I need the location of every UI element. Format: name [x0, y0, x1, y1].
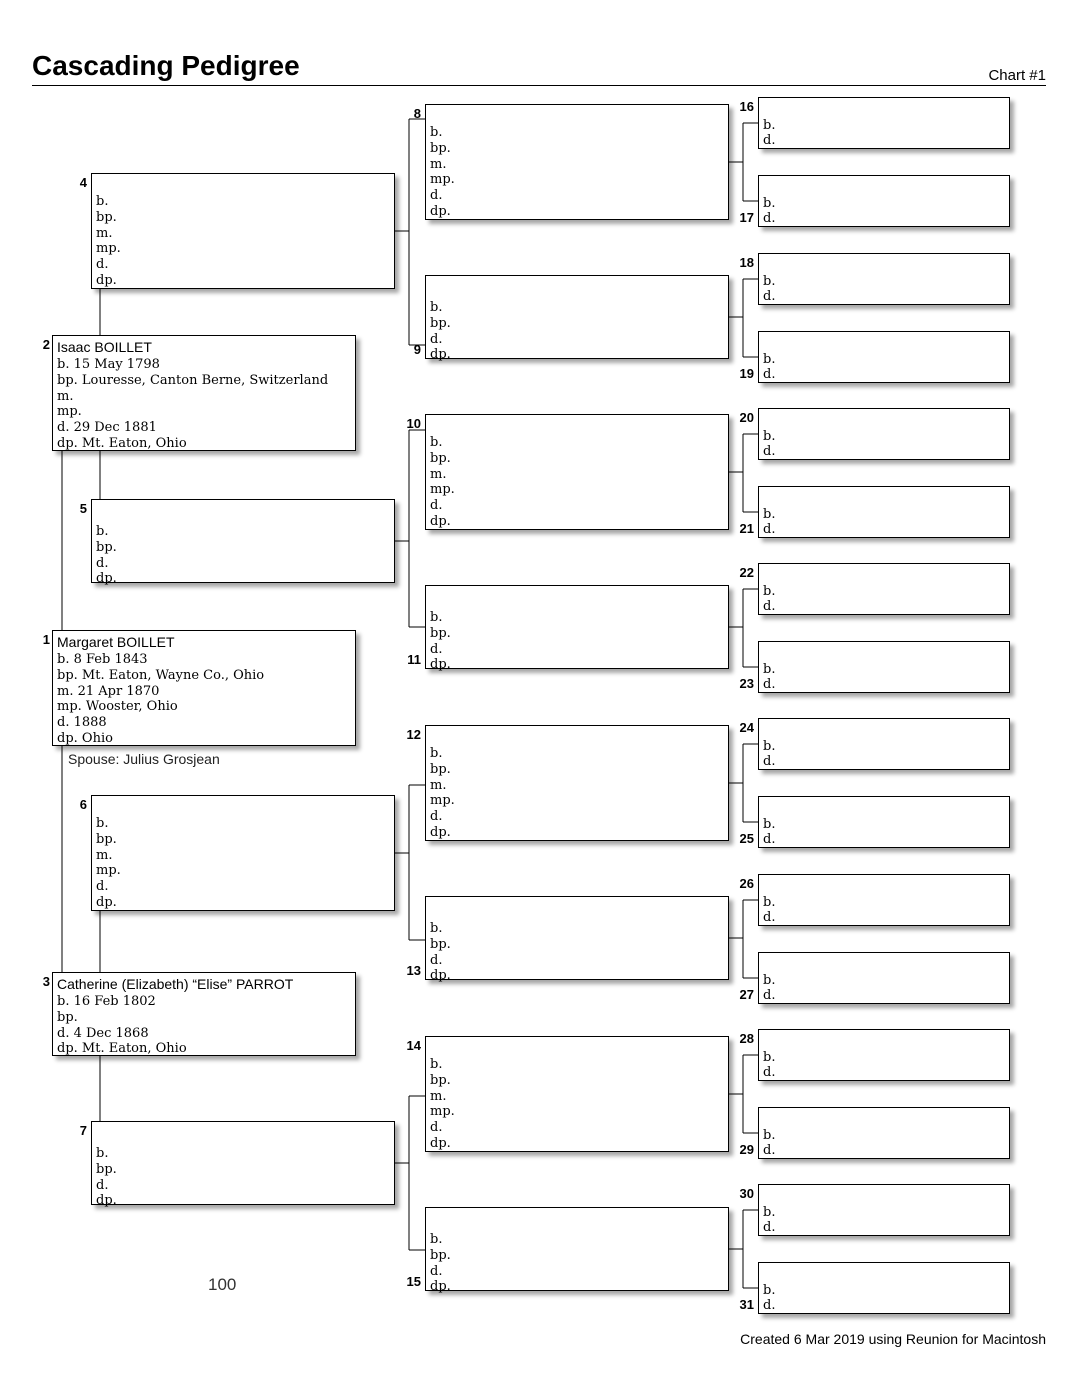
person-detail-line: b. [763, 507, 776, 522]
person-detail-line: b. [430, 610, 443, 625]
person-detail-line: d. [763, 910, 776, 925]
spouse-line: Spouse: Julius Grosjean [68, 751, 220, 767]
person-number-4: 4 [79, 175, 87, 190]
person-detail-line: b. [763, 429, 776, 444]
person-detail-line: mp. [430, 1104, 455, 1120]
person-detail-line: d. [430, 809, 443, 825]
person-box-6 [91, 795, 395, 911]
person-detail-line: d. [763, 444, 776, 459]
person-detail-line: bp. [96, 209, 117, 225]
person-number-9: 9 [413, 342, 421, 357]
person-box-17 [758, 175, 1010, 227]
person-number-7: 7 [79, 1123, 87, 1138]
person-detail-line: b. [763, 274, 776, 289]
person-detail-line: dp. [430, 657, 451, 673]
person-box-31 [758, 1262, 1010, 1314]
person-detail-line: b. [763, 352, 776, 367]
person-number-13: 13 [406, 963, 421, 978]
person-number-8: 8 [413, 106, 421, 121]
person-detail-line: bp. [96, 1161, 117, 1177]
person-detail-line: b. [96, 194, 109, 209]
person-box-3 [52, 972, 356, 1056]
person-detail-line: d. [430, 188, 443, 204]
person-box-20 [758, 408, 1010, 460]
person-number-3: 3 [42, 974, 50, 989]
person-box-22 [758, 563, 1010, 615]
person-detail-line: bp. [430, 315, 451, 331]
person-detail-line: mp. [430, 793, 455, 809]
person-box-10 [425, 414, 729, 530]
person-detail-line: mp. [96, 241, 121, 257]
person-detail-line: b. [430, 921, 443, 936]
person-detail-line: d. 1888 [57, 715, 107, 731]
person-detail-line: b. 16 Feb 1802 [57, 994, 156, 1009]
person-detail-line: b. [763, 196, 776, 211]
person-detail-line: bp. Mt. Eaton, Wayne Co., Ohio [57, 667, 265, 683]
person-detail-line: b. [96, 816, 109, 831]
person-number-29: 29 [739, 1142, 754, 1157]
person-detail-line: d. [763, 1143, 776, 1158]
person-detail-line: dp. [430, 1135, 451, 1151]
person-detail-line: b. [430, 125, 443, 140]
person-detail-line: d. [430, 1263, 443, 1279]
person-box-5 [91, 499, 395, 587]
person-detail-line: m. [57, 388, 74, 404]
person-box-9 [425, 275, 729, 363]
person-detail-line: b. [430, 1057, 443, 1072]
person-detail-line: mp. Wooster, Ohio [57, 699, 178, 715]
person-box-15 [425, 1207, 729, 1295]
person-detail-line: d. [763, 677, 776, 692]
person-detail-line: dp. [430, 203, 451, 219]
person-detail-line: d. [763, 599, 776, 614]
person-detail-line: b. [430, 746, 443, 761]
person-detail-line: m. [430, 466, 447, 482]
person-name: Margaret BOILLET [57, 634, 175, 650]
person-number-15: 15 [406, 1274, 421, 1289]
person-detail-line: bp. [430, 140, 451, 156]
person-box-8 [425, 104, 729, 220]
person-number-22: 22 [739, 565, 754, 580]
person-name: Catherine (Elizabeth) “Elise” PARROT [57, 976, 294, 992]
person-number-26: 26 [739, 876, 754, 891]
person-detail-line: b. [763, 895, 776, 910]
person-box-16 [758, 97, 1010, 149]
person-detail-line: b. [763, 118, 776, 133]
person-number-28: 28 [739, 1031, 754, 1046]
person-detail-line: m. [430, 1088, 447, 1104]
person-box-4 [91, 173, 395, 289]
person-detail-line: d. [96, 1177, 109, 1193]
person-detail-line: mp. [430, 482, 455, 498]
person-detail-line: d. [763, 988, 776, 1003]
person-detail-line: b. [763, 1128, 776, 1143]
person-detail-line: bp. [96, 831, 117, 847]
person-detail-line: b. [763, 1205, 776, 1220]
person-box-14 [425, 1036, 729, 1152]
person-detail-line: d. [430, 1120, 443, 1136]
person-detail-line: bp. [430, 625, 451, 641]
person-box-26 [758, 874, 1010, 926]
person-box-19 [758, 331, 1010, 383]
person-detail-line: bp. [430, 936, 451, 952]
person-number-11: 11 [407, 652, 421, 667]
person-detail-line: d. [763, 211, 776, 226]
person-detail-line: dp. [96, 272, 117, 288]
person-detail-line: b. [430, 435, 443, 450]
person-box-21 [758, 486, 1010, 538]
person-box-28 [758, 1029, 1010, 1081]
person-detail-line: bp. [430, 1247, 451, 1263]
person-detail-line: b. 15 May 1798 [57, 357, 160, 372]
person-detail-line: d. [96, 555, 109, 571]
person-detail-line: m. [430, 156, 447, 172]
person-detail-line: d. [763, 1065, 776, 1080]
person-detail-line: d. [430, 641, 443, 657]
person-detail-line: dp. Mt. Eaton, Ohio [57, 1041, 187, 1057]
person-number-19: 19 [739, 366, 754, 381]
person-number-24: 24 [739, 720, 754, 735]
person-detail-line: m. [96, 225, 113, 241]
person-detail-line: dp. [430, 347, 451, 363]
person-detail-line: dp. [430, 513, 451, 529]
person-detail-line: b. [763, 1050, 776, 1065]
person-detail-line: b. [430, 300, 443, 315]
person-detail-line: d. [430, 952, 443, 968]
person-detail-line: mp. [430, 172, 455, 188]
person-box-7 [91, 1121, 395, 1209]
person-number-12: 12 [406, 727, 421, 742]
person-number-5: 5 [79, 501, 87, 516]
person-detail-line: mp. [96, 863, 121, 879]
person-detail-line: dp. [96, 1193, 117, 1209]
person-detail-line: d. [763, 522, 776, 537]
person-box-18 [758, 253, 1010, 305]
person-detail-line: d. 4 Dec 1868 [57, 1025, 149, 1041]
person-detail-line: b. [763, 662, 776, 677]
person-box-24 [758, 718, 1010, 770]
person-detail-line: d. [763, 133, 776, 148]
person-number-25: 25 [739, 831, 754, 846]
person-box-30 [758, 1184, 1010, 1236]
person-number-2: 2 [42, 337, 50, 352]
person-detail-line: bp. [430, 450, 451, 466]
person-detail-line: bp. [96, 539, 117, 555]
person-number-1: 1 [42, 632, 50, 647]
person-detail-line: d. [763, 832, 776, 847]
person-detail-line: b. [763, 817, 776, 832]
person-detail-line: m. [96, 847, 113, 863]
person-detail-line: d. [96, 257, 109, 273]
person-detail-line: b. [96, 1146, 109, 1161]
person-detail-line: dp. [430, 1279, 451, 1295]
person-detail-line: m. [430, 777, 447, 793]
person-detail-line: bp. Louresse, Canton Berne, Switzerland [57, 372, 329, 388]
person-number-17: 17 [739, 210, 754, 225]
person-number-20: 20 [739, 410, 754, 425]
chart-number: Chart #1 [988, 67, 1046, 84]
person-number-6: 6 [79, 797, 87, 812]
person-number-31: 31 [739, 1297, 754, 1312]
person-detail-line: mp. [57, 404, 82, 420]
person-detail-line: bp. [57, 1009, 78, 1025]
person-detail-line: b. [96, 524, 109, 539]
person-detail-line: m. 21 Apr 1870 [57, 683, 160, 699]
person-detail-line: d. [763, 367, 776, 382]
person-detail-line: d. [763, 1298, 776, 1313]
person-detail-line: dp. [96, 894, 117, 910]
person-number-30: 30 [739, 1186, 754, 1201]
person-number-16: 16 [739, 99, 754, 114]
person-detail-line: b. [763, 1283, 776, 1298]
person-detail-line: d. [430, 331, 443, 347]
person-box-12 [425, 725, 729, 841]
person-detail-line: dp. [430, 968, 451, 984]
person-number-23: 23 [739, 676, 754, 691]
person-detail-line: bp. [430, 761, 451, 777]
person-name: Isaac BOILLET [57, 339, 152, 355]
person-detail-line: d. [763, 289, 776, 304]
person-box-29 [758, 1107, 1010, 1159]
page-title: Cascading Pedigree [32, 50, 300, 81]
person-detail-line: b. [763, 739, 776, 754]
person-detail-line: d. [763, 754, 776, 769]
person-detail-line: d. [430, 498, 443, 514]
person-number-27: 27 [739, 987, 754, 1002]
person-detail-line: dp. Mt. Eaton, Ohio [57, 435, 187, 451]
person-box-1 [52, 630, 356, 746]
person-detail-line: b. [430, 1232, 443, 1247]
person-box-23 [758, 641, 1010, 693]
person-box-27 [758, 952, 1010, 1004]
person-detail-line: d. [96, 879, 109, 895]
person-box-11 [425, 585, 729, 673]
person-detail-line: b. [763, 584, 776, 599]
person-detail-line: dp. [430, 824, 451, 840]
person-box-2 [52, 335, 356, 451]
page-number: 100 [208, 1275, 237, 1294]
footer-credit: Created 6 Mar 2019 using Reunion for Macintosh [740, 1331, 1046, 1347]
person-box-25 [758, 796, 1010, 848]
person-detail-line: d. [763, 1220, 776, 1235]
person-box-13 [425, 896, 729, 984]
person-number-21: 21 [739, 521, 754, 536]
person-number-14: 14 [406, 1038, 421, 1053]
person-detail-line: b. [763, 973, 776, 988]
person-number-10: 10 [406, 416, 421, 431]
person-detail-line: d. 29 Dec 1881 [57, 420, 157, 436]
person-number-18: 18 [739, 255, 754, 270]
person-detail-line: dp. [96, 571, 117, 587]
person-detail-line: bp. [430, 1072, 451, 1088]
person-detail-line: b. 8 Feb 1843 [57, 652, 148, 667]
person-detail-line: dp. Ohio [57, 730, 113, 746]
